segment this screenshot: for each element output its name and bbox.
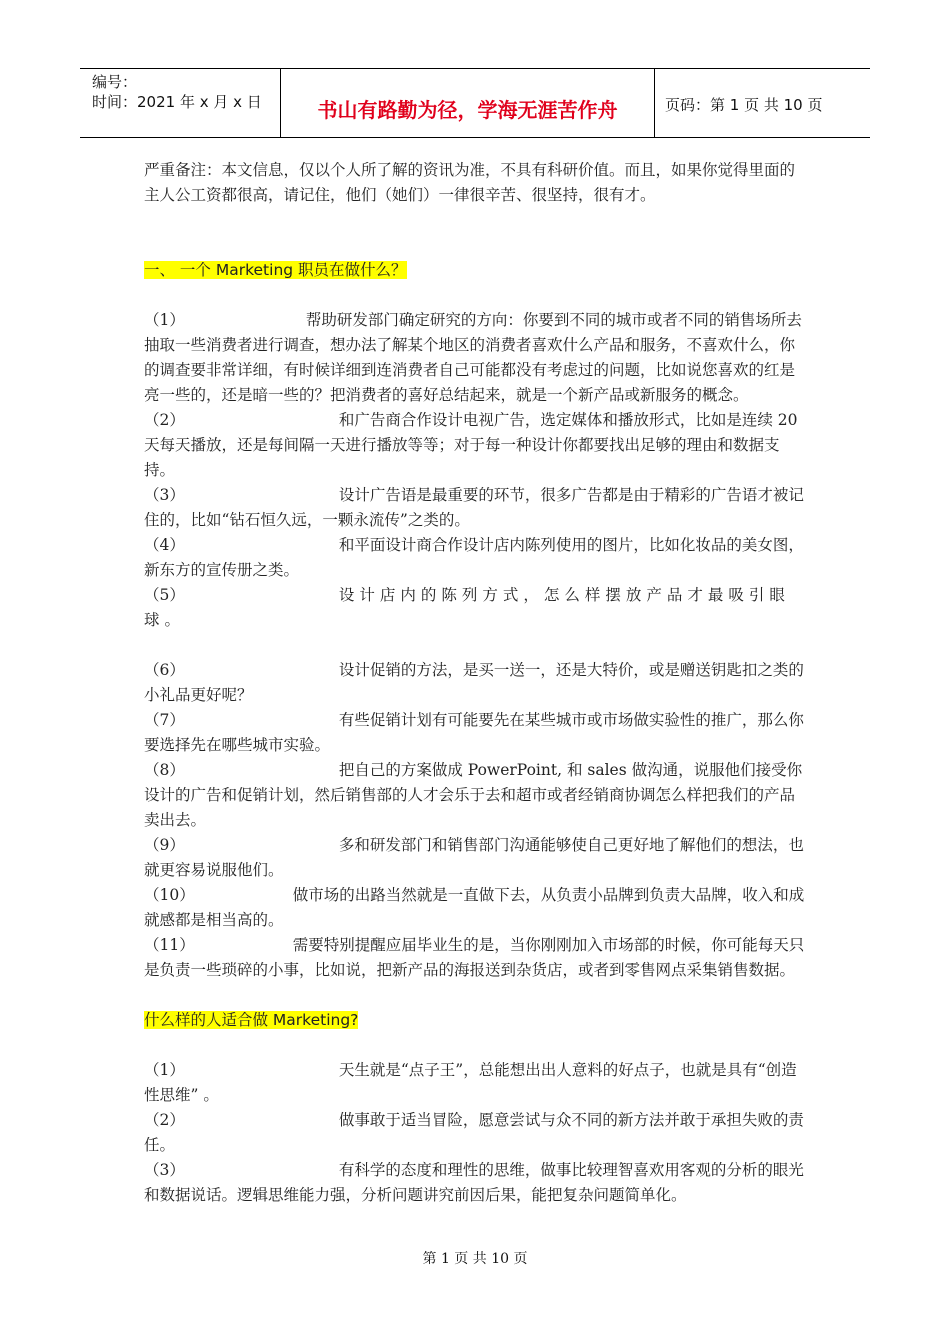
- list-item: （3） 有科学的态度和理性的思维，做事比较理智喜欢用客观的分析的眼光和数据说话。逻辑思维能力强，分析问题讲究前因后果，能把复杂问题简单化。: [144, 1161, 804, 1204]
- list-item: （9） 多和研发部门和销售部门沟通能够使自己更好地了解他们的想法，也就更容易说服他们。: [144, 836, 804, 879]
- list-item: （6） 设计促销的方法，是买一送一，还是大特价，或是赠送钥匙扣之类的小礼品更好呢？: [144, 661, 804, 704]
- list-item: （8） 把自己的方案做成 PowerPoint, 和 sales 做沟通，说服他们接受你设计的广告和促销计划，然后销售部的人才会乐于去和超市或者经销商协调怎么样把我们的产品卖出去。: [144, 761, 803, 829]
- list-item: （11） 需要特别提醒应届毕业生的是，当你刚刚加入市场部的时候，你可能每天只是负责一些琐碎的小事，比如说，把新产品的海报送到杂货店，或者到零售网点采集销售数据。: [144, 936, 805, 979]
- list-item: （1） 帮助研发部门确定研究的方向：你要到不同的城市或者不同的销售场所去抽取一些消费者进行调查，想办法了解某个地区的消费者喜欢什么产品和服务，不喜欢什么，你的调查要非常详细，有时候详细到连消费者自己可能都没有考虑过的问题，比如说您喜欢的红是亮一些的，还是暗一些的？把消费者的喜好总结起来，就是一个新产品或新服务的概念。: [144, 311, 802, 404]
- list-item: （2） 和广告商合作设计电视广告，选定媒体和播放形式，比如是连续 20 天每天播放，还是每间隔一天进行播放等等；对于每一种设计你都要找出足够的理由和数据支持。: [144, 411, 798, 479]
- list-item: （4） 和平面设计商合作设计店内陈列使用的图片，比如化妆品的美女图，新东方的宣传册之类。: [144, 536, 804, 579]
- list-item: （7） 有些促销计划有可能要先在某些城市或市场做实验性的推广，那么你要选择先在哪些城市实验。: [144, 711, 804, 754]
- section2-title: 什么样的人适合做 Marketing?: [144, 1011, 359, 1029]
- header-left-cell: [80, 69, 281, 137]
- time-label: 时间：2021 年 x 月 x 日: [92, 93, 262, 111]
- section1-heading: [144, 258, 808, 283]
- list-item: （5） 设计店内的陈列方式，怎么样摆放产品才最吸引眼球。: [144, 586, 790, 629]
- list-item: （2） 做事敢于适当冒险，愿意尝试与众不同的新方法并敢于承担失败的责任。: [144, 1111, 804, 1154]
- list-item: （1） 天生就是“点子王”，总能想出出人意料的好点子，也就是具有“创造性思维” 。: [144, 1061, 797, 1104]
- list-item: （3） 设计广告语是最重要的环节，很多广告都是由于精彩的广告语才被记住的，比如“钻石恒久远，一颗永流传”之类的。: [144, 486, 804, 529]
- section1-title: 一、 一个 Marketing 职员在做什么？: [144, 261, 407, 279]
- header-table: [80, 68, 870, 138]
- section2-heading: [144, 1008, 808, 1033]
- page-footer: 第 1 页 共 10 页: [422, 1251, 528, 1267]
- document-body: [144, 158, 808, 1208]
- page-label: 页码：第 1 页 共 10 页: [665, 96, 823, 114]
- header-middle-cell: [281, 69, 655, 137]
- header-right-cell: [655, 69, 870, 137]
- note-paragraph: 严重备注：本文信息，仅以个人所了解的资讯为准，不具有科研价值。而且，如果你觉得里面的主人公工资都很高，请记住，他们（她们）一律很辛苦、很坚持，很有才。: [144, 161, 796, 204]
- motto: 书山有路勤为径，学海无涯苦作舟: [317, 98, 618, 122]
- number-label: 编号：: [92, 73, 138, 91]
- list-item: （10） 做市场的出路当然就是一直做下去，从负责小品牌到负责大品牌，收入和成就感都是相当高的。: [144, 886, 805, 929]
